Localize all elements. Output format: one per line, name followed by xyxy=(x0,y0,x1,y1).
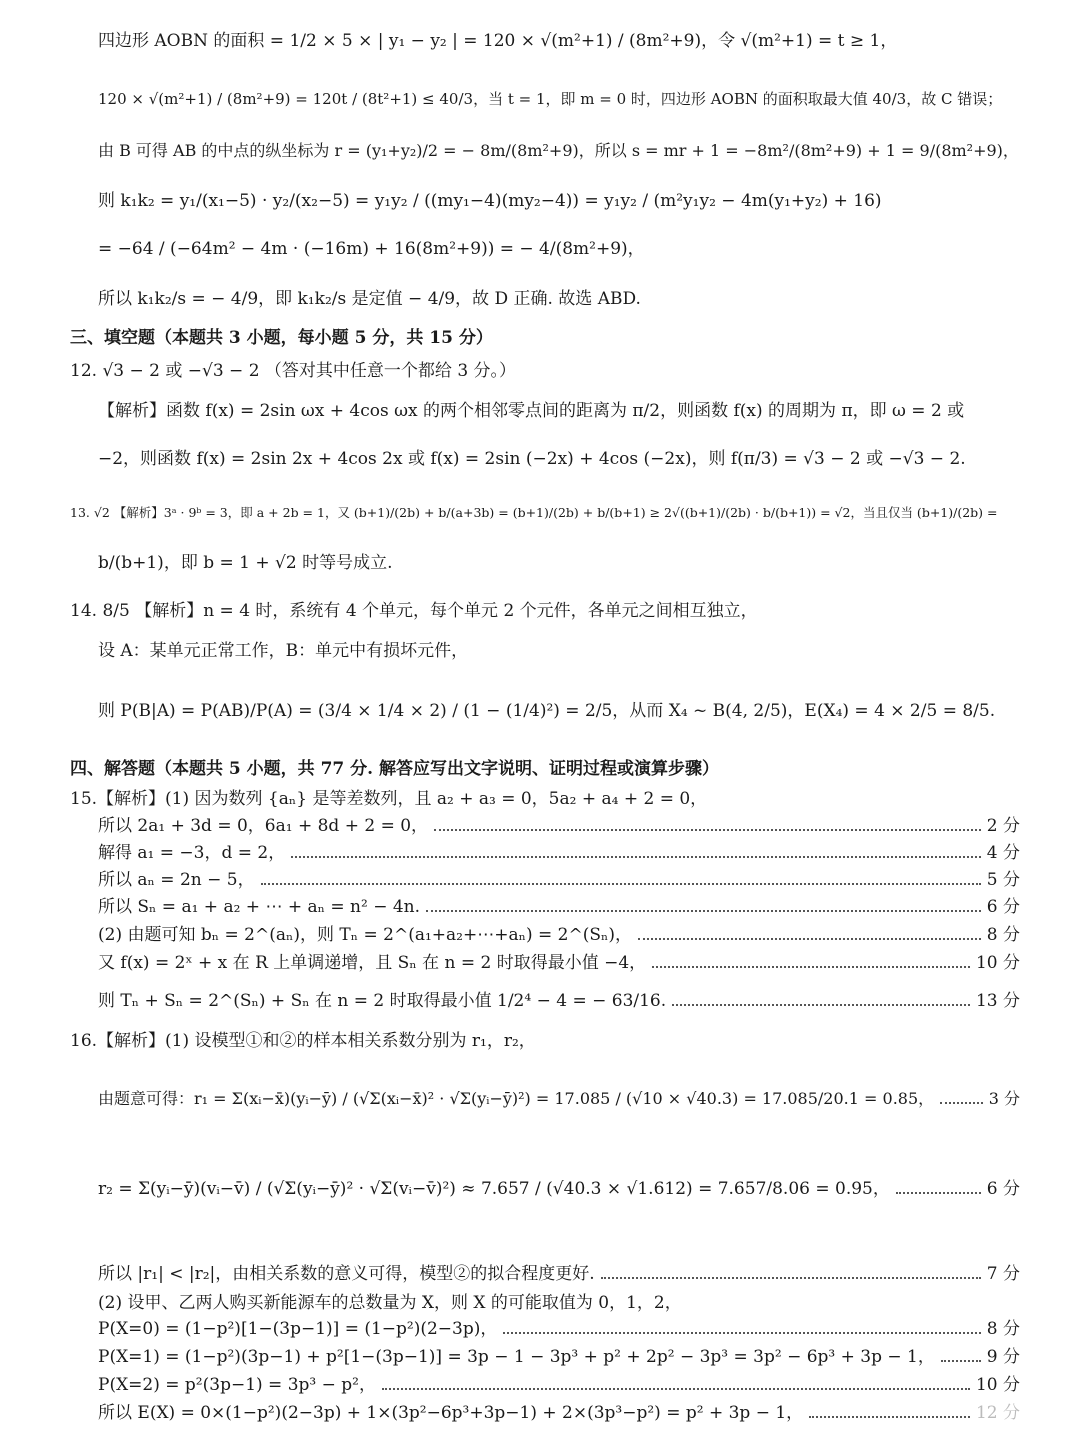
dot-leader xyxy=(638,938,981,940)
text-line: 则 k₁k₂ = y₁/(x₁−5) · y₂/(x₂−5) = y₁y₂ / ((my₁−4)(my₂−4)) = y₁y₂ / (m²y₁y₂ − 4m(y₁+y₂) + 16) xyxy=(98,191,882,211)
scored-line: 所以 aₙ = 2n − 5， 5 分 xyxy=(98,870,1020,890)
scored-line: 所以 E(X) = 0×(1−p²)(2−3p) + 1×(3p²−6p³+3p−1) + 2×(3p³−p²) = p² + 3p − 1， 12 分 xyxy=(98,1403,1020,1423)
text-line: −2，则函数 f(x) = 2sin 2x + 4cos 2x 或 f(x) = 2sin (−2x) + 4cos (−2x)，则 f(π/3) = √3 − 2 或 −√3 − 2. xyxy=(98,449,966,469)
scored-line: 又 f(x) = 2ˣ + x 在 R 上单调递增，且 Sₙ 在 n = 2 时取得最小值 −4， 10 分 xyxy=(98,953,1020,973)
scored-line: 所以 Sₙ = a₁ + a₂ + ⋯ + aₙ = n² − 4n. 6 分 xyxy=(98,897,1020,917)
question-16-intro: 16.【解析】(1) 设模型①和②的样本相关系数分别为 r₁，r₂， xyxy=(70,1031,536,1051)
question-15-intro: 15.【解析】(1) 因为数列 {aₙ} 是等差数列，且 a₂ + a₃ = 0，5a₂ + a₄ + 2 = 0， xyxy=(70,789,708,809)
question-14-answer: 14. 8/5 【解析】n = 4 时，系统有 4 个单元，每个单元 2 个元件，各单元之间相互独立， xyxy=(70,601,758,621)
dot-leader xyxy=(434,829,981,831)
text-line: 四边形 AOBN 的面积 = 1/2 × 5 × | y₁ − y₂ | = 120 × √(m²+1) / (8m²+9)，令 √(m²+1) = t ≥ 1， xyxy=(98,31,898,51)
dot-leader xyxy=(652,966,970,968)
text-line: 【解析】函数 f(x) = 2sin ωx + 4cos ωx 的两个相邻零点间的距离为 π/2，则函数 f(x) 的周期为 π，即 ω = 2 或 xyxy=(98,401,965,421)
scored-line: P(X=1) = (1−p²)(3p−1) + p²[1−(3p−1)] = 3p − 1 − 3p³ + p² + 2p² − 3p³ = 3p² − 6p³ + 3p − 1， 9 分 xyxy=(98,1347,1020,1367)
text-line: b/(b+1)，即 b = 1 + √2 时等号成立. xyxy=(98,553,393,573)
scored-line: 所以 |r₁| < |r₂|，由相关系数的意义可得，模型②的拟合程度更好. 7 分 xyxy=(98,1264,1020,1284)
text-line: 所以 k₁k₂/s = − 4/9，即 k₁k₂/s 是定值 − 4/9，故 D 正确. 故选 ABD. xyxy=(98,289,641,309)
section-heading: 四、解答题（本题共 5 小题，共 77 分. 解答应写出文字说明、证明过程或演算步骤） xyxy=(70,759,719,779)
dot-leader xyxy=(941,1360,981,1362)
dot-leader xyxy=(426,910,981,912)
dot-leader xyxy=(940,1102,983,1104)
scored-line: r₂ = Σ(yᵢ−ȳ)(vᵢ−v̄) / (√Σ(yᵢ−ȳ)² · √Σ(vᵢ−v̄)²) ≈ 7.657 / (√40.3 × √1.612) = 7.657/8.06 = 0.95， 6 分 xyxy=(98,1179,1020,1199)
scored-line: (2) 由题可知 bₙ = 2^(aₙ)，则 Tₙ = 2^(a₁+a₂+⋯+aₙ) = 2^(Sₙ)， 8 分 xyxy=(98,925,1020,945)
scored-line: P(X=2) = p²(3p−1) = 3p³ − p²， 10 分 xyxy=(98,1375,1020,1395)
text-line: 120 × √(m²+1) / (8m²+9) = 120t / (8t²+1) ≤ 40/3，当 t = 1，即 m = 0 时，四边形 AOBN 的面积取最大值 40/3，故 C 错误； xyxy=(98,90,1003,108)
scored-line: 由题意可得：r₁ = Σ(xᵢ−x̄)(yᵢ−ȳ) / (√Σ(xᵢ−x̄)² · √Σ(yᵢ−ȳ)²) = 17.085 / (√10 × √40.3) = 17.085/20.1 = 0.85， 3 分 xyxy=(98,1089,1020,1108)
text-line: 设 A：某单元正常工作，B：单元中有损坏元件， xyxy=(98,641,469,661)
text-line: (2) 设甲、乙两人购买新能源车的总数量为 X，则 X 的可能取值为 0，1，2， xyxy=(98,1293,682,1313)
scored-line: 则 Tₙ + Sₙ = 2^(Sₙ) + Sₙ 在 n = 2 时取得最小值 1/2⁴ − 4 = − 63/16. 13 分 xyxy=(98,991,1020,1011)
dot-leader xyxy=(291,856,981,858)
scored-line: 所以 2a₁ + 3d = 0，6a₁ + 8d + 2 = 0， 2 分 xyxy=(98,816,1020,836)
dot-leader xyxy=(672,1004,970,1006)
dot-leader xyxy=(503,1332,980,1334)
dot-leader xyxy=(382,1388,970,1390)
dot-leader xyxy=(261,883,981,885)
dot-leader xyxy=(809,1416,970,1418)
text-line: 由 B 可得 AB 的中点的纵坐标为 r = (y₁+y₂)/2 = − 8m/(8m²+9)，所以 s = mr + 1 = −8m²/(8m²+9) + 1 = 9/(8m²+9)， xyxy=(98,141,1019,160)
question-13-answer: 13. √2 【解析】3ᵃ · 9ᵇ = 3，即 a + 2b = 1，又 (b+1)/(2b) + b/(a+3b) = (b+1)/(2b) + b/(b+1) ≥ 2√((b+1)/(2b) · b/(b+1)) = √2，当且仅当 (b+1)/(2b) = xyxy=(70,505,998,520)
section-heading: 三、填空题（本题共 3 小题，每小题 5 分，共 15 分） xyxy=(70,328,493,348)
dot-leader xyxy=(896,1192,981,1194)
question-12-answer: 12. √3 − 2 或 −√3 − 2 （答对其中任意一个都给 3 分。） xyxy=(70,361,517,381)
scored-line: P(X=0) = (1−p²)[1−(3p−1)] = (1−p²)(2−3p)， 8 分 xyxy=(98,1319,1020,1339)
text-line: 则 P(B|A) = P(AB)/P(A) = (3/4 × 1/4 × 2) / (1 − (1/4)²) = 2/5，从而 X₄ ~ B(4, 2/5)，E(X₄) = 4 × 2/5 = 8/5. xyxy=(98,701,996,721)
dot-leader xyxy=(601,1277,981,1279)
text-line: = −64 / (−64m² − 4m · (−16m) + 16(8m²+9)) = − 4/(8m²+9)， xyxy=(98,239,645,259)
scored-line: 解得 a₁ = −3，d = 2， 4 分 xyxy=(98,843,1020,863)
